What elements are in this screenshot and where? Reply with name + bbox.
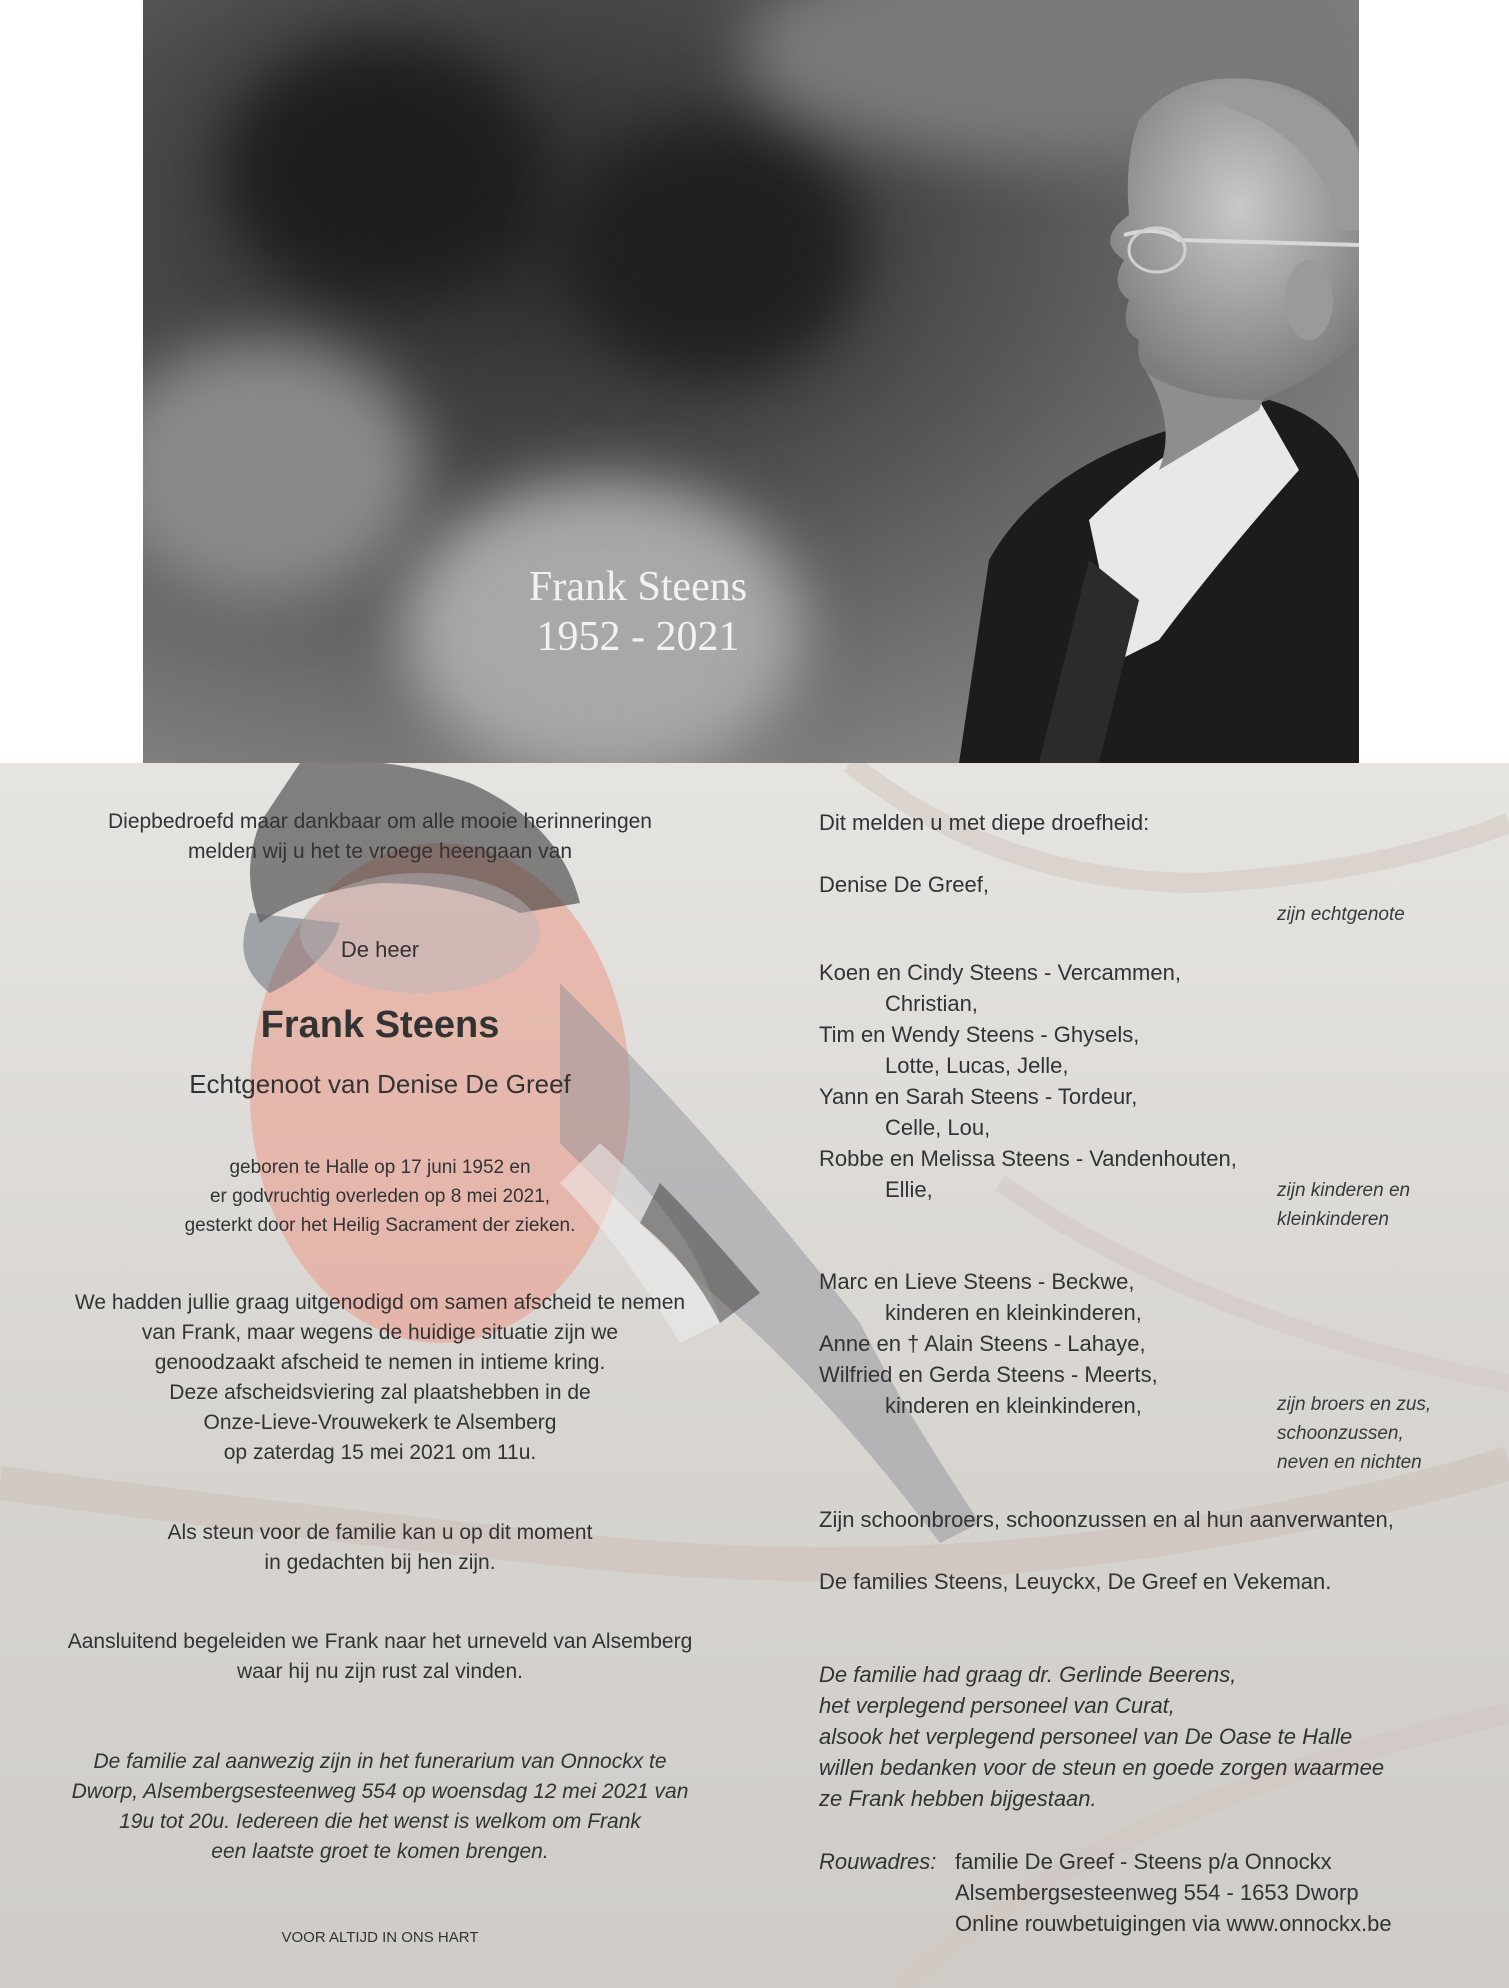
thanks-line: alsook het verplegend personeel van De Oase te Halle <box>819 1724 1353 1749</box>
photo-caption <box>373 562 903 662</box>
burial-text <box>40 1627 720 1687</box>
children-line: Robbe en Melissa Steens - Vandenhouten, <box>819 1146 1237 1171</box>
visit-line: De familie zal aanwezig zijn in het funerarium van Onnockx te <box>93 1750 667 1773</box>
sibling-line: Wilfried en Gerda Steens - Meerts, <box>819 1362 1158 1387</box>
children-line: Lotte, Lucas, Jelle, <box>885 1053 1069 1078</box>
right-intro: Dit melden u met diepe droefheid: <box>819 810 1150 835</box>
children-line: Tim en Wendy Steens - Ghysels, <box>819 1022 1140 1047</box>
sibling-line: Anne en † Alain Steens - Lahaye, <box>819 1331 1146 1356</box>
birth-death-text <box>40 1153 720 1240</box>
thanks-line: De familie had graag dr. Gerlinde Beerens, <box>819 1662 1237 1687</box>
birth-line: er godvruchtig overleden op 8 mei 2021, <box>209 1186 551 1207</box>
support-line: Als steun voor de familie kan u op dit moment <box>167 1521 593 1544</box>
thanks-text <box>819 1659 1384 1814</box>
children-line: Christian, <box>885 991 978 1016</box>
note-line: schoonzussen, <box>1277 1423 1404 1444</box>
birth-line: geboren te Halle op 17 juni 1952 en <box>229 1157 531 1178</box>
intro-line: Diepbedroefd maar dankbaar om alle mooie herinneringen <box>107 810 652 833</box>
ceremony-text <box>40 1288 720 1468</box>
intro-text <box>40 807 720 867</box>
address-label: Rouwadres: <box>819 1849 937 1874</box>
salutation: De heer <box>340 937 420 962</box>
obituary-panel <box>0 763 1509 1988</box>
mourning-address <box>819 1846 1392 1939</box>
address-line: Alsembergsesteenweg 554 - 1653 Dworp <box>955 1880 1359 1905</box>
background-blur <box>223 40 543 300</box>
note-line: zijn broers en zus, <box>1277 1394 1432 1415</box>
support-text <box>40 1518 720 1578</box>
ceremony-line: We hadden jullie graag uitgenodigd om samen afscheid te nemen <box>74 1291 686 1314</box>
background-blur <box>563 120 863 380</box>
portrait-photo <box>143 0 1359 763</box>
burial-line: waar hij nu zijn rust zal vinden. <box>237 1660 523 1683</box>
support-line: in gedachten bij hen zijn. <box>264 1551 496 1574</box>
thanks-line: ze Frank hebben bijgestaan. <box>819 1786 1097 1811</box>
children-line: Yann en Sarah Steens - Tordeur, <box>819 1084 1138 1109</box>
thanks-line: het verplegend personeel van Curat, <box>819 1693 1175 1718</box>
sibling-line: Marc en Lieve Steens - Beckwe, <box>819 1269 1135 1294</box>
ceremony-line: van Frank, maar wegens de huidige situatie zijn we <box>141 1321 619 1344</box>
ceremony-line: Deze afscheidsviering zal plaatshebben in de <box>169 1381 591 1404</box>
visitation-text <box>40 1747 720 1867</box>
children-line: Ellie, <box>885 1177 933 1202</box>
ceremony-line: op zaterdag 15 mei 2021 om 11u. <box>223 1441 537 1464</box>
inlaws-line: Zijn schoonbroers, schoonzussen en al hun aanverwanten, <box>819 1507 1394 1532</box>
note-line: zijn kinderen en <box>1277 1180 1411 1201</box>
sibling-line: kinderen en kleinkinderen, <box>885 1393 1142 1418</box>
caption-years: 1952 - 2021 <box>536 614 740 660</box>
background-blur <box>143 340 423 600</box>
burial-line: Aansluitend begeleiden we Frank naar het urneveld van Alsemberg <box>67 1630 693 1653</box>
birth-line: gesterkt door het Heilig Sacrament der zieken. <box>184 1215 576 1236</box>
caption-name: Frank Steens <box>528 564 748 610</box>
address-line: Online rouwbetuigingen via www.onnockx.be <box>955 1911 1392 1936</box>
note-line: kleinkinderen <box>1277 1209 1389 1230</box>
families-line: De families Steens, Leuyckx, De Greef en Vekeman. <box>819 1569 1332 1594</box>
children-list <box>819 957 1237 1205</box>
ceremony-line: Onze-Lieve-Vrouwekerk te Alsemberg <box>203 1411 557 1434</box>
siblings-list <box>819 1266 1158 1421</box>
intro-line: melden wij u het te vroege heengaan van <box>187 840 573 863</box>
footer-motto: VOOR ALTIJD IN ONS HART <box>281 1929 479 1946</box>
visit-line: 19u tot 20u. Iedereen die het wenst is welkom om Frank <box>119 1810 641 1833</box>
visit-line: Dworp, Alsembergsesteenweg 554 op woensdag 12 mei 2021 van <box>71 1780 689 1803</box>
ceremony-line: genoodzaakt afscheid te nemen in intieme kring. <box>154 1351 606 1374</box>
sibling-line: kinderen en kleinkinderen, <box>885 1300 1142 1325</box>
children-note <box>1277 1176 1410 1234</box>
note-line: neven en nichten <box>1277 1452 1422 1473</box>
visit-line: een laatste groet te komen brengen. <box>211 1840 549 1863</box>
spouse-name: Denise De Greef, <box>819 872 989 897</box>
children-line: Koen en Cindy Steens - Vercammen, <box>819 960 1181 985</box>
address-line: familie De Greef - Steens p/a Onnockx <box>955 1849 1332 1874</box>
thanks-line: willen bedanken voor de steun en goede zorgen waarmee <box>819 1755 1385 1780</box>
children-line: Celle, Lou, <box>885 1115 991 1140</box>
spouse-note: zijn echtgenote <box>1277 904 1405 925</box>
spouse-relation: Echtgenoot van Denise De Greef <box>189 1069 571 1099</box>
siblings-note <box>1277 1390 1431 1477</box>
man-portrait-illustration <box>839 0 1359 763</box>
deceased-name: Frank Steens <box>260 1004 500 1046</box>
